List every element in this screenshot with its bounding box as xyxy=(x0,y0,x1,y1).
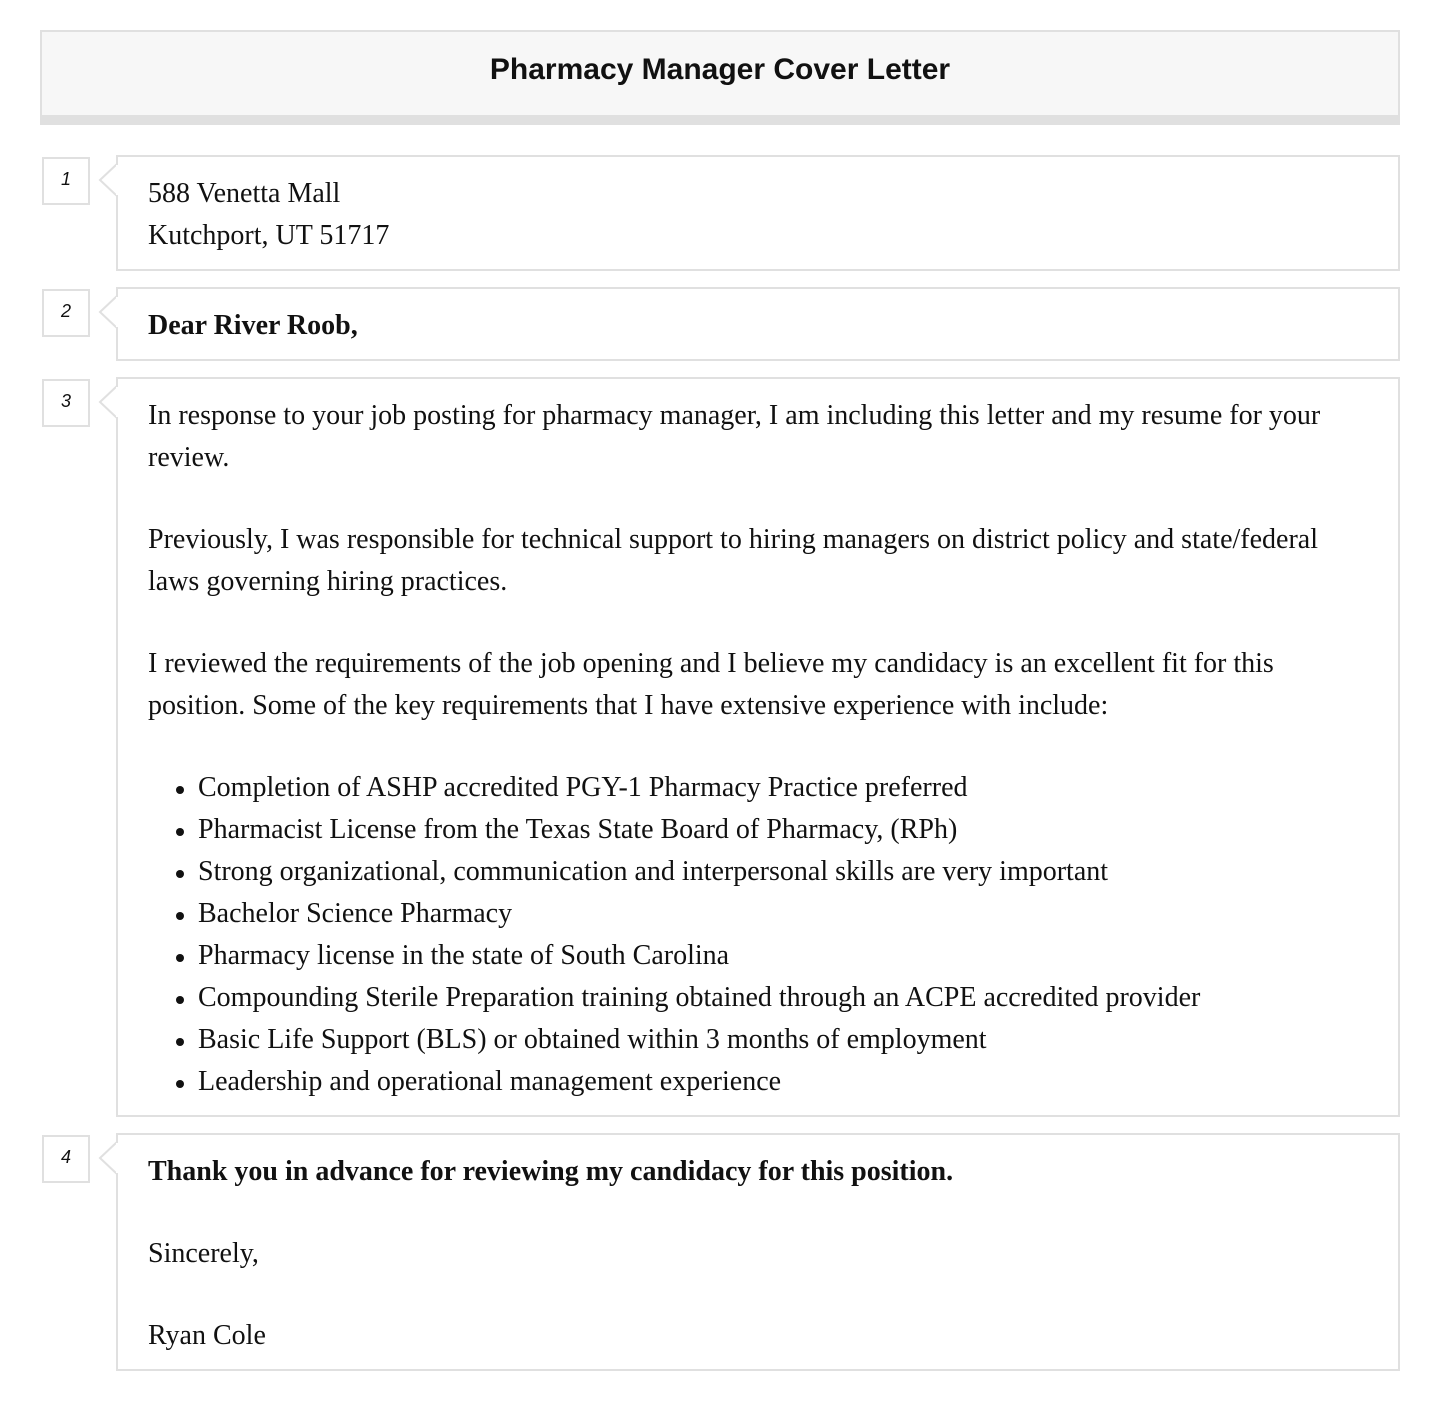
section-number-badge: 1 xyxy=(42,157,90,205)
list-item: Bachelor Science Pharmacy xyxy=(168,893,1368,935)
list-item: Completion of ASHP accredited PGY-1 Pharmacy Practice preferred xyxy=(168,767,1368,809)
page-header xyxy=(40,30,1400,125)
section-body xyxy=(42,377,1400,1117)
closing-card xyxy=(116,1133,1400,1371)
closing-text: Thank you in advance for reviewing my candidacy for this position. xyxy=(148,1156,954,1187)
list-item: Pharmacist License from the Texas State Board of Pharmacy, (RPh) xyxy=(168,809,1368,851)
page-title: Pharmacy Manager Cover Letter xyxy=(489,52,951,86)
section-number-badge: 2 xyxy=(42,289,90,337)
list-item: Pharmacy license in the state of South Carolina xyxy=(168,935,1368,977)
body-paragraph-requirements: I reviewed the requirements of the job opening and I believe my candidacy is an excellent fit for this position. Some of the key requirements that I have extensive experience with include: xyxy=(148,648,1274,721)
section-number-badge: 3 xyxy=(42,379,90,427)
list-item: Leadership and operational management experience xyxy=(168,1061,1368,1103)
list-item: Strong organizational, communication and interpersonal skills are very important xyxy=(168,851,1368,893)
salutation-text: Dear River Roob, xyxy=(148,310,358,341)
list-item: Basic Life Support (BLS) or obtained within 3 months of employment xyxy=(168,1019,1368,1061)
address-line-1: 588 Venetta Mall xyxy=(148,178,341,209)
signoff-text: Sincerely, xyxy=(148,1238,259,1269)
list-item: Compounding Sterile Preparation training obtained through an ACPE accredited provider xyxy=(168,977,1368,1019)
address-line-2: Kutchport, UT 51717 xyxy=(148,220,390,251)
section-address xyxy=(42,155,1400,271)
body-paragraph-intro: In response to your job posting for pharmacy manager, I am including this letter and my resume for your review. xyxy=(148,400,1321,473)
body-card xyxy=(116,377,1400,1117)
section-closing xyxy=(42,1133,1400,1371)
address-card xyxy=(116,155,1400,271)
section-salutation xyxy=(42,287,1400,361)
salutation-card xyxy=(116,287,1400,361)
signature-name: Ryan Cole xyxy=(148,1320,266,1351)
requirements-list xyxy=(168,767,1368,1103)
section-number-badge: 4 xyxy=(42,1135,90,1183)
body-paragraph-experience: Previously, I was responsible for technical support to hiring managers on district policy and state/federal laws governing hiring practices. xyxy=(148,524,1318,597)
